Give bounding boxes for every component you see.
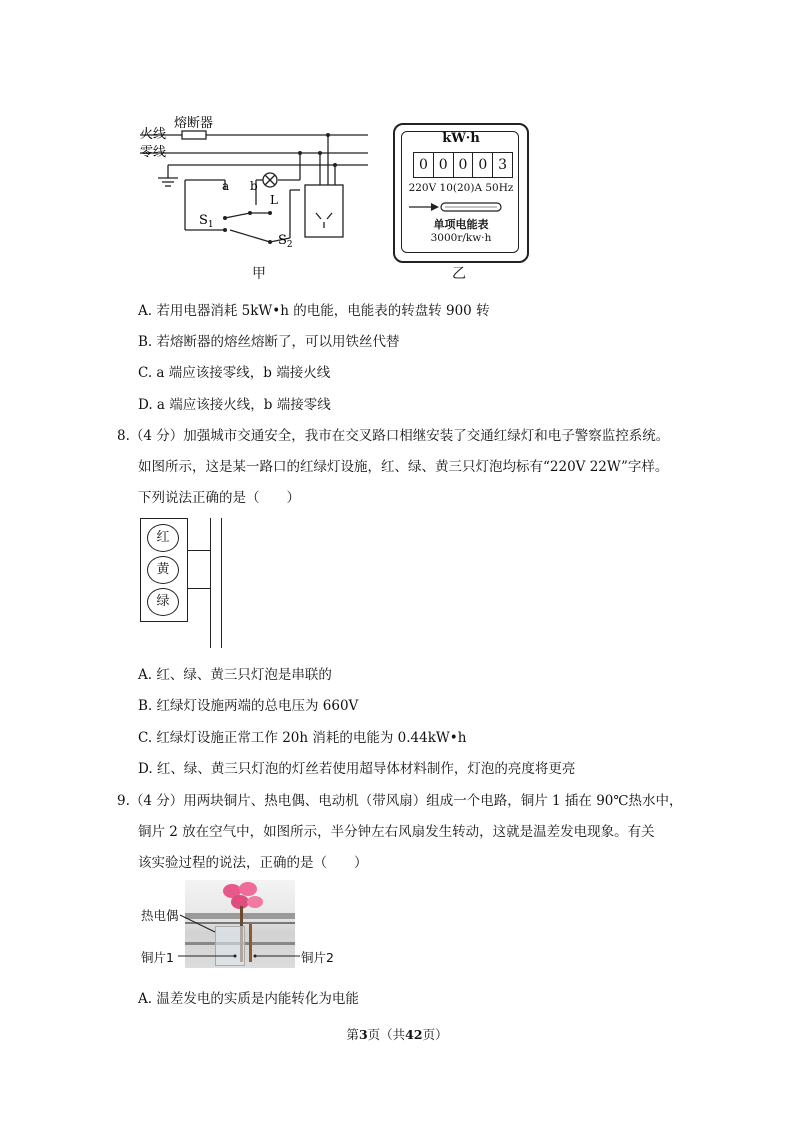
q8-option-c: C. 红绿灯设施正常工作 20h 消耗的电能为 0.44kW•h — [138, 730, 467, 746]
meter-digit: 0 — [434, 153, 454, 177]
meter-rotor-disc — [409, 201, 513, 213]
label-copper2: 铜片2 — [301, 950, 334, 965]
footer-prefix: 第 — [346, 1027, 359, 1042]
meter-unit: kW·h — [442, 131, 480, 146]
traffic-light-green-label: 绿 — [156, 594, 170, 609]
traffic-light-yellow — [147, 556, 179, 584]
q7-option-a: A. 若用电器消耗 5kW•h 的电能，电能表的转盘转 900 转 — [138, 303, 490, 319]
traffic-light-figure — [140, 518, 230, 650]
q8-stem-line1: 8.（4 分）加强城市交通安全，我市在交叉路口相继安装了交通红绿灯和电子警察监控系统。 — [117, 428, 670, 444]
q8-option-a: A. 红、绿、黄三只灯泡是串联的 — [138, 667, 332, 683]
traffic-light-bracket-bottom — [187, 588, 210, 589]
meter-digit-window — [413, 152, 513, 178]
traffic-light-red-label: 红 — [156, 530, 170, 545]
page-footer — [0, 1025, 794, 1043]
switch1-label: $S_1$ — [199, 213, 214, 230]
circuit-diagram-jia — [130, 110, 380, 260]
footer-total-pages: 42 — [405, 1027, 423, 1042]
meter-digit: 0 — [454, 153, 474, 177]
meter-digit: 0 — [473, 153, 493, 177]
traffic-light-red — [147, 524, 179, 552]
traffic-light-bracket-top — [187, 550, 210, 551]
energy-meter — [393, 123, 529, 263]
live-wire-label: 火线 — [140, 127, 167, 142]
q7-option-c: C. a 端应该接零线，b 端接火线 — [138, 365, 331, 381]
q9-stem-line3: 该实验过程的说法，正确的是（ ） — [138, 855, 368, 871]
footer-suffix: 页） — [422, 1027, 448, 1042]
switch2-label: $S_2$ — [278, 233, 293, 250]
q9-stem-line2: 铜片 2 放在空气中，如图所示，半分钟左右风扇发生转动，这就是温差发电现象。有关 — [138, 824, 655, 840]
q9-option-a: A. 温差发电的实质是内能转化为电能 — [138, 991, 359, 1007]
figure-jia-caption: 甲 — [252, 266, 266, 282]
meter-digit: 0 — [414, 153, 434, 177]
terminal-a-label: a — [222, 179, 230, 193]
q8-stem-line2: 如图所示，这是某一路口的红绿灯设施，红、绿、黄三只灯泡均标有“220V 22W”字样。 — [138, 459, 669, 475]
q8-option-d: D. 红、绿、黄三只灯泡的灯丝若使用超导体材料制作，灯泡的亮度将更亮 — [138, 761, 576, 777]
meter-digit-decimal: 3 — [498, 157, 508, 173]
q7-option-b: B. 若熔断器的熔丝熔断了，可以用铁丝代替 — [138, 334, 400, 350]
traffic-light-green — [147, 588, 179, 616]
meter-name: 单项电能表 — [433, 218, 489, 231]
q8-option-b: B. 红绿灯设施两端的总电压为 660V — [138, 698, 359, 714]
terminal-b-label: b — [250, 179, 258, 193]
label-copper1: 铜片1 — [141, 950, 174, 965]
neutral-wire-label: 零线 — [140, 145, 167, 160]
q7-option-d: D. a 端应该接火线，b 端接零线 — [138, 397, 331, 413]
q9-stem-line1: 9.（4 分）用两块铜片、热电偶、电动机（带风扇）组成一个电路，铜片 1 插在 90℃热水中， — [117, 793, 683, 809]
fuse-label: 熔断器 — [174, 116, 214, 131]
traffic-light-pole — [210, 518, 222, 648]
traffic-light-yellow-label: 黄 — [156, 562, 170, 577]
label-thermocouple: 热电偶 — [141, 908, 179, 923]
lamp-label: L — [270, 193, 278, 207]
footer-page-number: 3 — [358, 1027, 368, 1042]
figure-yi-caption: 乙 — [452, 266, 466, 282]
footer-mid: 页（共 — [367, 1027, 406, 1042]
meter-rate: 3000r/kw·h — [430, 232, 492, 244]
meter-spec: 220V 10(20)A 50Hz — [408, 182, 514, 194]
fan-blade — [239, 882, 257, 896]
q8-stem-line3: 下列说法正确的是（ ） — [138, 490, 300, 506]
